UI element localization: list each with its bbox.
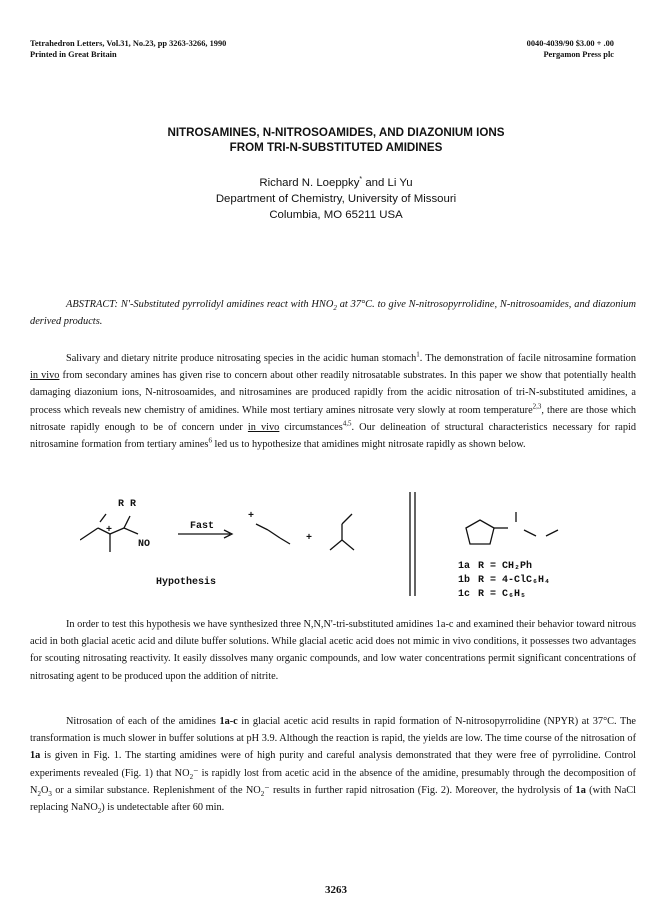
reference: 4,5 (342, 419, 352, 428)
text: . Our delineation of structural characteristics necessary for rapid nitrosamine formation from tertiary amines (30, 421, 636, 451)
scheme-drawing (80, 492, 640, 604)
reference: 6 (208, 436, 212, 445)
journal-citation (30, 38, 226, 60)
paragraph-hypothesis-test (30, 616, 636, 685)
printed-line: Printed in Great Britain (30, 50, 117, 59)
title-line-1: NITROSAMINES, N-NITROSOAMIDES, AND DIAZONIUM IONS (167, 126, 505, 139)
text: ⁻ is rapidly lost from acetic acid in the absence of the amidine, presumably through the decomposition of N (30, 767, 636, 796)
paragraph-nitrosation (30, 713, 636, 816)
author-1: Richard N. Loeppky (259, 177, 360, 189)
subscript: 2 (333, 304, 337, 313)
text: from secondary amines has given rise to concern about other readily nitrosatable substrates. In this paper we show that potentially health damaging diazonium ions, N-nitrosoamides, and nitrosamines are produced rapidly from the acidic nitrosation of tri-N-substituted amidines, a process which reveals new chemistry of amidines. While most tertiary amines nitrosate very slowly at room temperature (30, 370, 637, 416)
text: O (40, 784, 49, 796)
text: In order to test this hypothesis we have synthesized three N,N,N'-tri-substituted amidines 1a-c and examined their behavior toward nitrous acid in both glacial acetic acid and dilute buffer solutions. While glacial acetic acid does not mimic in vivo conditions, it possesses two advantages for scouting nitrosating reactivity. It easily dissolves many organic compounds, and low water concentrations permit significant concentrations of nitrosating agent to be produced upon the addition of nitrite. (30, 619, 636, 682)
reference: 2,3 (532, 402, 542, 411)
subscript: 2 (37, 789, 41, 798)
text: (with NaCl replacing NaNO (30, 784, 636, 814)
text: in glacial acetic acid results in rapid formation of N-nitrosopyrrolidine (NPYR) at 37°C. The transformation is much slower in buffer solutions at pH 3.9. Although the reaction is rapid, the yields are low. The time course of the nitrosation of (30, 716, 637, 745)
compound-ref: 1a (575, 784, 586, 796)
article-title (0, 125, 672, 155)
publisher-info (527, 38, 614, 60)
scheme-caption: Hypothesis (156, 577, 217, 588)
text: , there are those which nitrosate rapidly enough to be of concern under (30, 404, 636, 433)
compound-1a-id: 1a (458, 561, 471, 572)
subscript: 2 (97, 807, 102, 816)
compound-1b-id: 1b (458, 575, 471, 586)
text: ⁻ results in further rapid nitrosation (Fig. 2). Moreover, the hydrolysis of (264, 784, 576, 796)
author-names (0, 175, 672, 191)
page-number: 3263 (325, 884, 347, 896)
title-line-2: FROM TRI-N-SUBSTITUTED AMIDINES (229, 141, 443, 154)
text: circumstances (279, 421, 343, 433)
text: in vivo (247, 421, 280, 433)
author-2: and Li Yu (362, 177, 413, 189)
compound-ref: 1a-c (219, 716, 238, 727)
paragraph-intro (30, 350, 636, 453)
text: led us to hypothesize that amidines might nitrosate rapidly as shown below. (211, 439, 526, 451)
corresponding-mark: * (359, 176, 363, 184)
address: Columbia, MO 65211 USA (269, 209, 403, 221)
diazonium-plus: + (248, 511, 255, 522)
text: or a similar substance. Replenishment of the NO (51, 784, 261, 796)
abstract (30, 296, 636, 330)
text: is given in Fig. 1. The starting amidines were of high purity and careful analysis demonstrated that they were free of pyrrolidine. Control experiments revealed (Fig. 1) that NO (30, 750, 636, 779)
abstract-text-2: at 37°C. to give N-nitrosopyrrolidine, N-nitrosoamides, and diazonium derived products. (30, 299, 636, 327)
issn-price: 0040-4039/90 $3.00 + .00 (526, 39, 614, 48)
reaction-scheme (80, 492, 640, 604)
product-plus: + (306, 533, 313, 544)
compound-ref: 1a (30, 750, 41, 762)
text: in vivo (30, 370, 60, 382)
publisher-name: Pergamon Press plc (543, 50, 614, 59)
subscript: 3 (48, 789, 52, 798)
abstract-text: N'-Substituted pyrrolidyl amidines react with HNO (117, 299, 334, 310)
scheme-no-label: NO (138, 539, 151, 550)
abstract-label: ABSTRACT: (66, 299, 118, 310)
subscript: 2 (189, 772, 194, 781)
compound-1c-id: 1c (458, 589, 471, 600)
affiliation: Department of Chemistry, University of Missouri (215, 193, 457, 205)
scheme-plus: + (106, 525, 113, 536)
text: Salivary and dietary nitrite produce nitrosating species in the acidic human stomach (66, 353, 417, 364)
arrow-label: Fast (190, 521, 215, 532)
text: ) is undetectable after 60 min. (101, 802, 225, 814)
reference: 1 (416, 350, 420, 359)
text: Nitrosation of each of the amidines (66, 716, 220, 727)
citation-line: Tetrahedron Letters, Vol.31, No.23, pp 3263-3266, 1990 (30, 39, 227, 48)
subscript: 2 (260, 789, 265, 798)
text: . The demonstration of facile nitrosamine formation (419, 353, 636, 364)
author-block (0, 175, 672, 223)
scheme-r-label: R R (118, 499, 137, 510)
compound-1c-r: R = C₆H₅ (478, 589, 527, 600)
compound-1b-r: R = 4-ClC₆H₄ (478, 575, 551, 586)
compound-1a-r: R = CH₂Ph (478, 561, 533, 572)
